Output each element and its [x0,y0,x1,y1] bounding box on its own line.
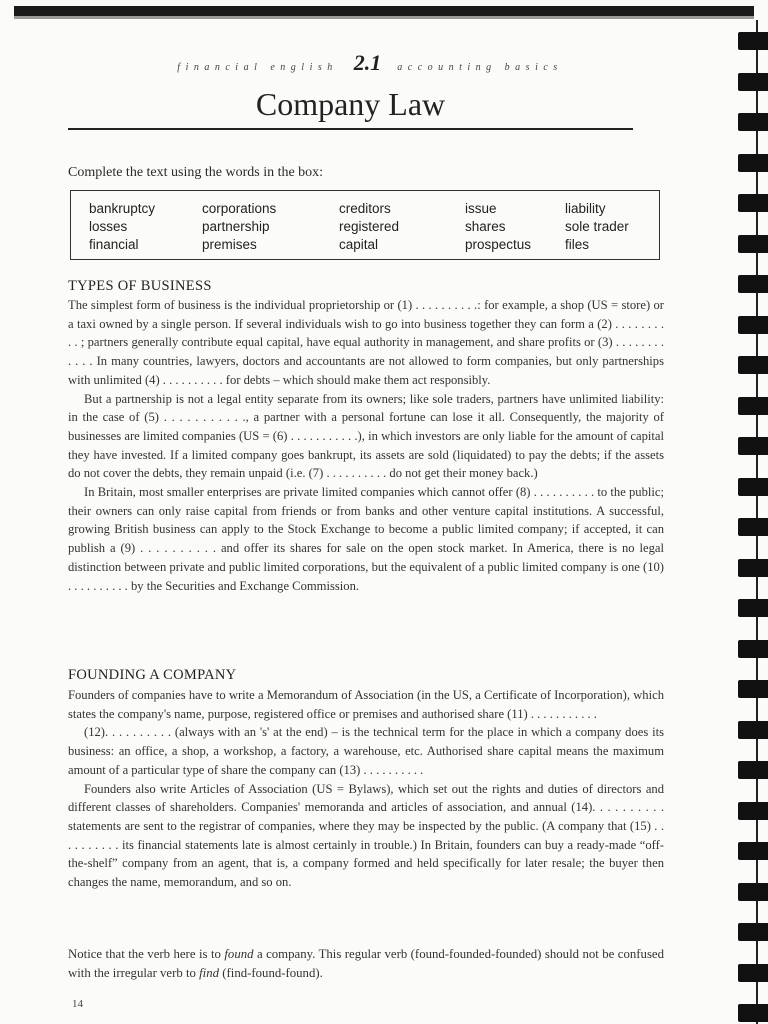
binding-ring [738,73,768,91]
instruction: Complete the text using the words in the box: [68,165,324,180]
word: creditors [339,201,391,216]
binding-ring [738,356,768,374]
header-right: accounting basics [397,62,563,73]
binding-ring [738,113,768,131]
word: partnership [202,219,270,234]
word: liability [565,201,606,216]
binding-ring [738,1004,768,1022]
scan-top-edge-shadow [14,16,754,19]
unit-number: 2.1 [353,50,382,75]
binding-ring [738,316,768,334]
binding-ring [738,437,768,455]
binding-ring [738,194,768,212]
binding-ring [738,680,768,698]
section-heading-types: TYPES OF BUSINESS [68,278,212,294]
word: files [565,237,590,252]
word: bankruptcy [89,201,156,216]
paragraph: Founders also write Articles of Association (US = Bylaws), which set out the rights and duties of directors and different classes of shareholders. Companies' memoranda and articles of association, and annual (14). . . . . . . . . . statements are sent to the registrar of companies, where they may be inspected by the public. (A company that (15) . . . . . . . . . . its financial statements late is almost certainly in trouble.) In Britain, founders can buy a ready-made “off-the-shelf” company from an agent, that is, a company formed and held specifically for later resale; the buyer then changes the name, memorandum, and so on. [68,781,664,890]
page-header [130,50,610,76]
binding-ring [738,761,768,779]
binding-ring [738,397,768,415]
notice-text: Notice that the verb here is to [68,947,225,961]
binding-ring [738,883,768,901]
binding-ring [738,599,768,617]
binding-ring [738,802,768,820]
paragraph: Founders of companies have to write a Memorandum of Association (in the US, a Certificate of Incorporation), which states the company's name, purpose, registered office or premises and authorised share (11) . . . . . . . . . . . [68,688,664,721]
notice-found: found [224,947,254,961]
paragraph: But a partnership is not a legal entity separate from its owners; like sole traders, partners have unlimited liability: in the case of (5) . . . . . . . . . . ., a partner with a personal fortune can lose it all. Consequently, the majority of businesses are limited companies (US = (6) . . . . . . . . . . .), in which investors are only liable for the amount of capital they have invested. If a limited company goes bankrupt, its assets are sold (liquidated) to pay the debts; if the assets do not cover the debts, they remain unpaid (i.e. (7) . . . . . . . . . . do not get their money back.) [68,391,664,481]
binding-ring [738,923,768,941]
binding-ring [738,235,768,253]
section-founding-a-company [68,686,664,892]
notice-text: (find-found-found). [219,966,323,980]
word: issue [465,201,497,216]
word: losses [89,219,128,234]
word: sole trader [565,219,629,234]
word: prospectus [465,237,532,252]
notice-text: a company. This regular verb (found-founded-founded) should not be confused with the irregular verb to [68,947,665,980]
word: registered [339,219,400,234]
binding-ring [738,154,768,172]
notice-find: find [199,966,220,980]
page-number: 14 [72,998,83,1010]
binding-ring [738,559,768,577]
spiral-binding [730,20,768,1024]
notice-paragraph [68,945,664,983]
page-title: Company Law [255,86,446,122]
word: capital [339,237,379,252]
word: financial [89,237,139,252]
word: premises [202,237,257,252]
title-rule [68,128,633,130]
binding-ring [738,721,768,739]
binding-ring [738,478,768,496]
binding-ring [738,32,768,50]
word-box [70,190,660,260]
paragraph: The simplest form of business is the individual proprietorship or (1) . . . . . . . . . .: for example, a shop (US = store) or a taxi owned by a single person. If several individuals wish to go into business together they can form a (2) . . . . . . . . . . ; partners generally contribute equal capital, have equal authority in management, and share profits or (3) . . . . . . . . . . . . In many countries, lawyers, doctors and accountants are not allowed to form companies, but only partnerships with unlimited (4) . . . . . . . . . . for debts – which should make them act responsibly. [68,298,664,387]
word: corporations [202,201,277,216]
binding-ring [738,518,768,536]
word: shares [465,219,506,234]
binding-ring [738,640,768,658]
header-left: financial english [177,62,338,73]
scan-top-edge [14,6,754,16]
binding-ring [738,275,768,293]
section-heading-founding: FOUNDING A COMPANY [68,667,237,683]
binding-ring [738,964,768,982]
paragraph: (12). . . . . . . . . . (always with an 's' at the end) – is the technical term for the place in which a company does its business: an office, a shop, a workshop, a factory, a warehouse, etc. Authorised share capital means the maximum amount of a particular type of share the company can (13) . . . . . . . . . . [68,725,664,777]
paragraph: In Britain, most smaller enterprises are private limited companies which cannot offer (8) . . . . . . . . . . to the public; their owners can only raise capital from friends or from banks and other venture capital institutions. A successful, growing British business can apply to the Stock Exchange to become a public limited company; if accepted, it can publish a (9) . . . . . . . . . . and offer its shares for sale on the open stock market. In America, there is no legal distinction between private and public limited corporations, but the equivalent of a public limited company is one (10) . . . . . . . . . . by the Securities and Exchange Commission. [68,485,664,593]
section-types-of-business [68,296,664,595]
binding-ring [738,842,768,860]
